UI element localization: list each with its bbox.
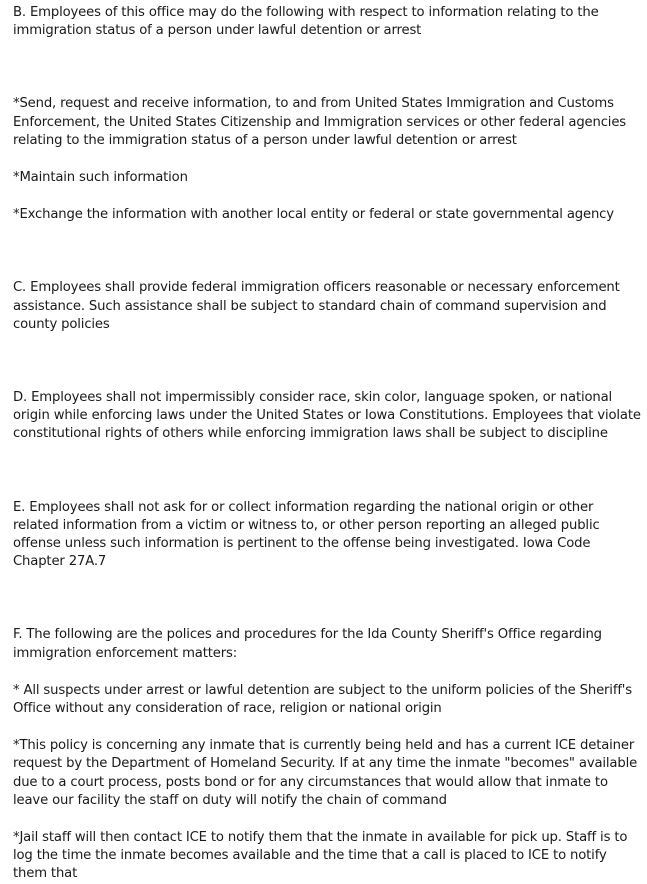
- section-b-intro: B. Employees of this office may do the following with respect to information relating to the immigration status of a person under lawful detention or arrest: [13, 5, 599, 39]
- section-c-text: C. Employees shall provide federal immigration officers reasonable or necessary enforcement assistance. Such assistance shall be subject to standard chain of command supervision and county policies: [13, 280, 620, 332]
- section-d-text: D. Employees shall not impermissibly consider race, skin color, language spoken, or national origin while enforcing laws under the United States or Iowa Constitutions. Employees that violate constitutional rights of others while enforcing immigration laws shall be subject to discipline: [13, 390, 641, 442]
- section-e-text: E. Employees shall not ask for or collect information regarding the national origin or other related information from a victim or witness to, or other person reporting an alleged public offense unless such information is pertinent to the offense being investigated. Iowa Code Chapter 27A.7: [13, 499, 600, 570]
- section-f-bullet-2: *This policy is concerning any inmate that is currently being held and has a current ICE detainer request by the Department of Homeland Security. If at any time the inmate "becomes" available due to a court process, posts bond or for any circumstances that would allow that inmate to leave our facility the staff on duty will notify the chain of command: [13, 738, 638, 808]
- section-f-bullet-3: *Jail staff will then contact ICE to notify them that the inmate in available for pick up. Staff is to log the time the inmate becomes available and the time that a call is placed to ICE to notify them that: [13, 830, 628, 882]
- section-b-bullet-1: *Send, request and receive information, to and from United States Immigration and Customs Enforcement, the United States Citizenship and Immigration services or other federal agencies relating to the immigration status of a person under lawful detention or arrest: [13, 96, 627, 148]
- section-f-intro: F. The following are the polices and procedures for the Ida County Sheriff's Office regarding immigration enforcement matters:: [13, 627, 602, 661]
- section-f-bullet-1: * All suspects under arrest or lawful detention are subject to the uniform policies of the Sheriff's Office without any consideration of race, religion or national origin: [13, 682, 633, 717]
- section-b-bullet-3: *Exchange the information with another local entity or federal or state governmental agency: [13, 207, 614, 223]
- policy-document: [13, 4, 641, 884]
- section-b-bullet-2: *Maintain such information: [13, 170, 188, 186]
